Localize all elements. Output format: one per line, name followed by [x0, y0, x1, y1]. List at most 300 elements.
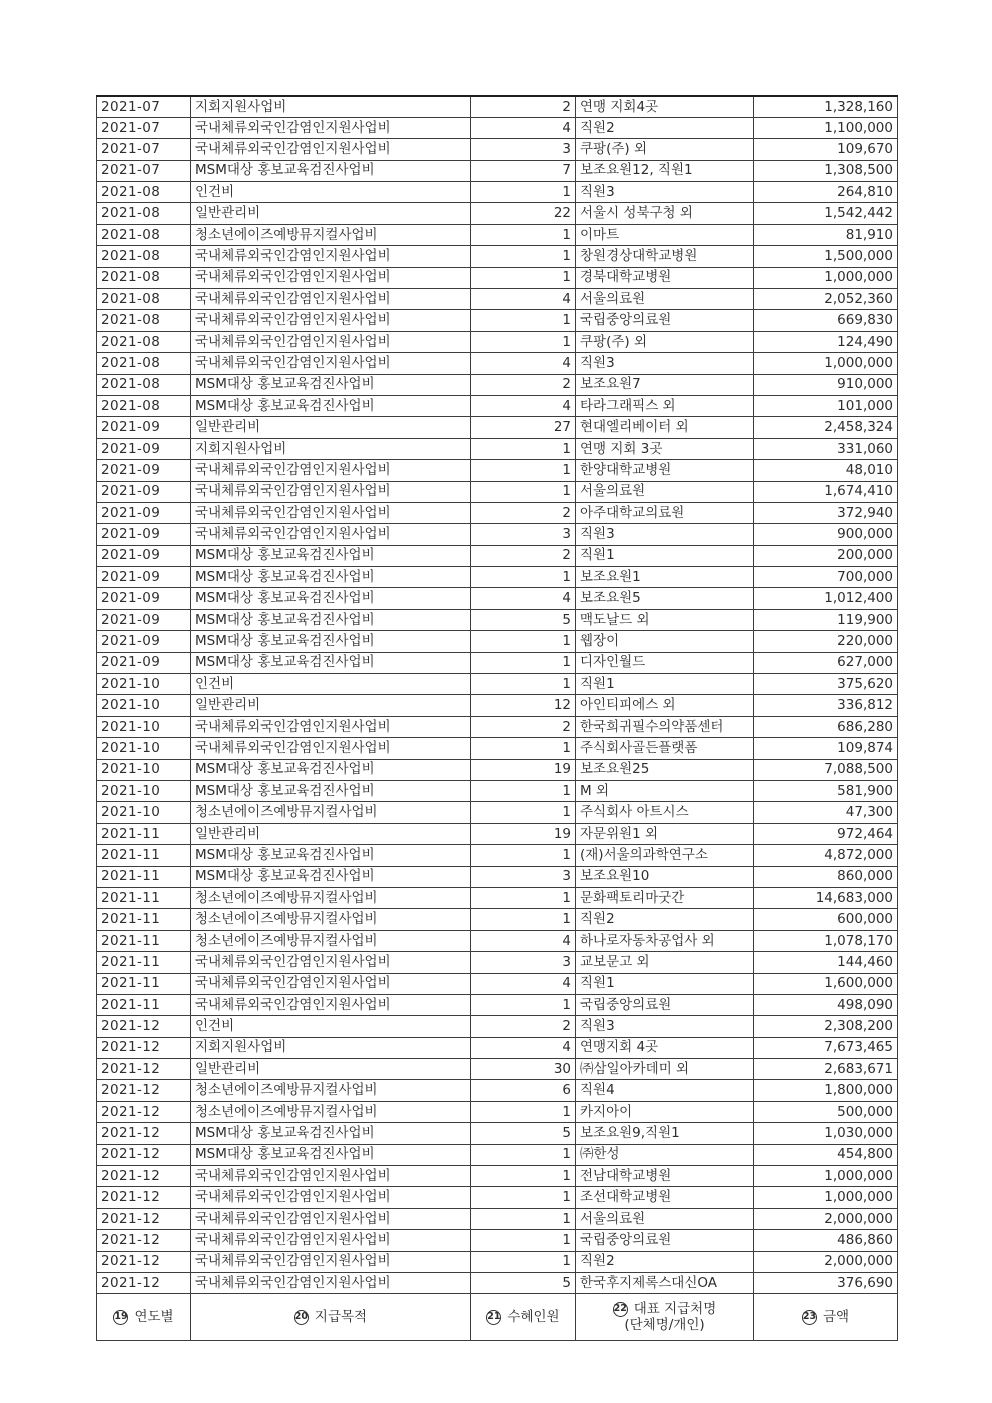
cell-purpose: 지회지원사업비 [191, 438, 471, 459]
table-row [97, 1080, 898, 1101]
cell-purpose: 국내체류외국인감염인지원사업비 [191, 973, 471, 994]
footer-label-payee: 대표 지급처명 [633, 1301, 717, 1318]
circled-number-22: 22 [613, 1302, 628, 1317]
cell-payee: 보조요원25 [576, 759, 754, 780]
cell-month: 2021-09 [97, 502, 191, 523]
cell-purpose: 청소년에이즈예방뮤지컬사업비 [191, 802, 471, 823]
cell-payee: 보조요원9,직원1 [576, 1123, 754, 1144]
table-row [97, 1101, 898, 1122]
cell-payee: 맥도날드 외 [576, 609, 754, 630]
cell-purpose: 국내체류외국인감염인지원사업비 [191, 246, 471, 267]
cell-amount: 47,300 [754, 802, 898, 823]
cell-month: 2021-08 [97, 310, 191, 331]
cell-count: 3 [471, 524, 576, 545]
cell-count: 1 [471, 1101, 576, 1122]
cell-purpose: 인건비 [191, 674, 471, 695]
table-row [97, 524, 898, 545]
cell-amount: 581,900 [754, 781, 898, 802]
cell-count: 1 [471, 460, 576, 481]
table-row [97, 802, 898, 823]
cell-payee: 연맹 지회4곳 [576, 96, 754, 117]
cell-month: 2021-11 [97, 994, 191, 1015]
table-row [97, 1123, 898, 1144]
cell-purpose: 국내체류외국인감염인지원사업비 [191, 502, 471, 523]
cell-payee: 쿠팡(주) 외 [576, 139, 754, 160]
table-row [97, 481, 898, 502]
cell-amount: 1,800,000 [754, 1080, 898, 1101]
cell-count: 1 [471, 224, 576, 245]
cell-payee: 보조요원12, 직원1 [576, 160, 754, 181]
cell-payee: 아인티피에스 외 [576, 695, 754, 716]
cell-payee: 직원3 [576, 353, 754, 374]
cell-count: 1 [471, 1144, 576, 1165]
cell-amount: 1,000,000 [754, 353, 898, 374]
table-row [97, 545, 898, 566]
cell-purpose: MSM대상 홍보교육검진사업비 [191, 1144, 471, 1165]
cell-month: 2021-08 [97, 224, 191, 245]
cell-purpose: MSM대상 홍보교육검진사업비 [191, 759, 471, 780]
cell-payee: M 외 [576, 781, 754, 802]
cell-payee: 연맹지회 4곳 [576, 1037, 754, 1058]
footer-col-payee [576, 1294, 754, 1341]
cell-amount: 1,328,160 [754, 96, 898, 117]
cell-month: 2021-10 [97, 781, 191, 802]
cell-month: 2021-12 [97, 1037, 191, 1058]
cell-amount: 1,012,400 [754, 588, 898, 609]
table-row [97, 1251, 898, 1272]
cell-count: 1 [471, 331, 576, 352]
cell-amount: 1,308,500 [754, 160, 898, 181]
cell-count: 2 [471, 96, 576, 117]
cell-amount: 101,000 [754, 395, 898, 416]
cell-amount: 7,673,465 [754, 1037, 898, 1058]
expense-table-container [96, 95, 897, 1341]
cell-payee: 연맹 지회 3곳 [576, 438, 754, 459]
cell-count: 1 [471, 845, 576, 866]
cell-purpose: 청소년에이즈예방뮤지컬사업비 [191, 1101, 471, 1122]
table-row [97, 567, 898, 588]
cell-count: 19 [471, 759, 576, 780]
table-row [97, 417, 898, 438]
cell-purpose: MSM대상 홍보교육검진사업비 [191, 652, 471, 673]
cell-amount: 860,000 [754, 866, 898, 887]
cell-amount: 2,052,360 [754, 289, 898, 310]
cell-purpose: 지회지원사업비 [191, 96, 471, 117]
cell-amount: 600,000 [754, 909, 898, 930]
cell-payee: 웹장이 [576, 631, 754, 652]
expense-ledger-table [96, 95, 898, 1341]
table-row [97, 930, 898, 951]
cell-count: 1 [471, 481, 576, 502]
table-row [97, 460, 898, 481]
cell-payee: 직원2 [576, 909, 754, 930]
footer-col-year [97, 1294, 191, 1341]
cell-count: 5 [471, 1123, 576, 1144]
cell-month: 2021-08 [97, 374, 191, 395]
cell-month: 2021-10 [97, 716, 191, 737]
cell-amount: 454,800 [754, 1144, 898, 1165]
cell-count: 1 [471, 1187, 576, 1208]
cell-purpose: 국내체류외국인감염인지원사업비 [191, 1187, 471, 1208]
cell-count: 1 [471, 994, 576, 1015]
cell-count: 4 [471, 353, 576, 374]
cell-month: 2021-09 [97, 567, 191, 588]
cell-payee: 보조요원1 [576, 567, 754, 588]
cell-month: 2021-11 [97, 887, 191, 908]
cell-purpose: MSM대상 홍보교육검진사업비 [191, 374, 471, 395]
cell-purpose: 국내체류외국인감염인지원사업비 [191, 353, 471, 374]
cell-count: 2 [471, 374, 576, 395]
cell-count: 1 [471, 182, 576, 203]
cell-amount: 375,620 [754, 674, 898, 695]
table-row [97, 759, 898, 780]
circled-number-23: 23 [802, 1310, 817, 1325]
circled-number-21: 21 [486, 1310, 501, 1325]
cell-payee: 하나로자동차공업사 외 [576, 930, 754, 951]
cell-count: 6 [471, 1080, 576, 1101]
cell-count: 1 [471, 781, 576, 802]
table-row [97, 289, 898, 310]
cell-month: 2021-12 [97, 1080, 191, 1101]
table-row [97, 845, 898, 866]
table-row [97, 716, 898, 737]
cell-payee: 문화팩토리마굿간 [576, 887, 754, 908]
cell-month: 2021-09 [97, 652, 191, 673]
cell-amount: 2,683,671 [754, 1059, 898, 1080]
table-row [97, 374, 898, 395]
cell-purpose: MSM대상 홍보교육검진사업비 [191, 631, 471, 652]
cell-month: 2021-09 [97, 588, 191, 609]
cell-count: 4 [471, 973, 576, 994]
cell-amount: 686,280 [754, 716, 898, 737]
cell-month: 2021-09 [97, 481, 191, 502]
cell-month: 2021-10 [97, 759, 191, 780]
cell-amount: 109,874 [754, 738, 898, 759]
table-row [97, 1059, 898, 1080]
cell-month: 2021-08 [97, 182, 191, 203]
cell-count: 19 [471, 823, 576, 844]
cell-purpose: 일반관리비 [191, 1059, 471, 1080]
cell-payee: ㈜삼일아카데미 외 [576, 1059, 754, 1080]
cell-purpose: 지회지원사업비 [191, 1037, 471, 1058]
cell-payee: 서울의료원 [576, 481, 754, 502]
cell-month: 2021-07 [97, 96, 191, 117]
cell-amount: 14,683,000 [754, 887, 898, 908]
table-row [97, 781, 898, 802]
cell-purpose: 국내체류외국인감염인지원사업비 [191, 117, 471, 138]
cell-count: 1 [471, 1230, 576, 1251]
cell-month: 2021-09 [97, 631, 191, 652]
table-row [97, 909, 898, 930]
cell-payee: 한양대학교병원 [576, 460, 754, 481]
table-body [97, 96, 898, 1294]
table-row [97, 695, 898, 716]
cell-month: 2021-12 [97, 1059, 191, 1080]
cell-count: 3 [471, 866, 576, 887]
cell-month: 2021-11 [97, 973, 191, 994]
cell-amount: 1,030,000 [754, 1123, 898, 1144]
cell-month: 2021-12 [97, 1123, 191, 1144]
cell-month: 2021-12 [97, 1101, 191, 1122]
cell-month: 2021-08 [97, 353, 191, 374]
footer-label-purpose: 지급목적 [314, 1308, 368, 1325]
table-row [97, 224, 898, 245]
cell-count: 4 [471, 117, 576, 138]
cell-payee: 국립중앙의료원 [576, 994, 754, 1015]
cell-payee: 창원경상대학교병원 [576, 246, 754, 267]
cell-payee: (재)서울의과학연구소 [576, 845, 754, 866]
cell-amount: 1,000,000 [754, 1166, 898, 1187]
cell-purpose: 청소년에이즈예방뮤지컬사업비 [191, 909, 471, 930]
table-row [97, 1230, 898, 1251]
cell-month: 2021-11 [97, 952, 191, 973]
cell-payee: 카지아이 [576, 1101, 754, 1122]
cell-payee: ㈜한성 [576, 1144, 754, 1165]
cell-payee: 경북대학교병원 [576, 267, 754, 288]
table-row [97, 674, 898, 695]
table-row [97, 973, 898, 994]
cell-payee: 직원3 [576, 182, 754, 203]
cell-payee: 직원2 [576, 117, 754, 138]
table-row [97, 1208, 898, 1229]
cell-purpose: 일반관리비 [191, 417, 471, 438]
cell-month: 2021-12 [97, 1187, 191, 1208]
cell-month: 2021-11 [97, 930, 191, 951]
cell-month: 2021-11 [97, 866, 191, 887]
cell-amount: 2,000,000 [754, 1251, 898, 1272]
table-row [97, 609, 898, 630]
cell-amount: 144,460 [754, 952, 898, 973]
cell-purpose: 일반관리비 [191, 203, 471, 224]
cell-month: 2021-07 [97, 139, 191, 160]
footer-col-beneficiaries [471, 1294, 576, 1341]
cell-amount: 500,000 [754, 1101, 898, 1122]
cell-month: 2021-10 [97, 695, 191, 716]
cell-amount: 1,500,000 [754, 246, 898, 267]
cell-payee: 교보문고 외 [576, 952, 754, 973]
cell-count: 4 [471, 588, 576, 609]
cell-amount: 336,812 [754, 695, 898, 716]
circled-number-19: 19 [113, 1310, 128, 1325]
cell-purpose: 국내체류외국인감염인지원사업비 [191, 952, 471, 973]
cell-amount: 1,000,000 [754, 1187, 898, 1208]
cell-count: 4 [471, 289, 576, 310]
cell-count: 2 [471, 545, 576, 566]
table-row [97, 1144, 898, 1165]
table-row [97, 502, 898, 523]
cell-payee: 한국후지제록스대신OA [576, 1272, 754, 1293]
cell-purpose: 국내체류외국인감염인지원사업비 [191, 460, 471, 481]
cell-month: 2021-09 [97, 460, 191, 481]
cell-purpose: 국내체류외국인감염인지원사업비 [191, 524, 471, 545]
cell-amount: 669,830 [754, 310, 898, 331]
table-row [97, 652, 898, 673]
cell-amount: 264,810 [754, 182, 898, 203]
table-row [97, 117, 898, 138]
cell-purpose: MSM대상 홍보교육검진사업비 [191, 588, 471, 609]
cell-purpose: 국내체류외국인감염인지원사업비 [191, 738, 471, 759]
table-row [97, 738, 898, 759]
cell-payee: 보조요원7 [576, 374, 754, 395]
cell-count: 22 [471, 203, 576, 224]
cell-month: 2021-08 [97, 267, 191, 288]
cell-amount: 910,000 [754, 374, 898, 395]
footer-label-amount: 금액 [822, 1308, 850, 1325]
cell-count: 5 [471, 609, 576, 630]
cell-purpose: 청소년에이즈예방뮤지컬사업비 [191, 887, 471, 908]
cell-payee: 주식회사 아트시스 [576, 802, 754, 823]
cell-purpose: 일반관리비 [191, 695, 471, 716]
cell-month: 2021-12 [97, 1144, 191, 1165]
cell-count: 1 [471, 909, 576, 930]
cell-amount: 119,900 [754, 609, 898, 630]
cell-count: 7 [471, 160, 576, 181]
cell-count: 1 [471, 567, 576, 588]
cell-month: 2021-09 [97, 524, 191, 545]
cell-month: 2021-08 [97, 395, 191, 416]
cell-payee: 자문위원1 외 [576, 823, 754, 844]
table-row [97, 887, 898, 908]
cell-month: 2021-12 [97, 1166, 191, 1187]
cell-amount: 972,464 [754, 823, 898, 844]
cell-amount: 1,078,170 [754, 930, 898, 951]
cell-payee: 서울시 성북구청 외 [576, 203, 754, 224]
cell-count: 4 [471, 1037, 576, 1058]
cell-payee: 한국희귀필수의약품센터 [576, 716, 754, 737]
table-row [97, 631, 898, 652]
cell-purpose: 인건비 [191, 1016, 471, 1037]
cell-amount: 2,308,200 [754, 1016, 898, 1037]
cell-month: 2021-12 [97, 1016, 191, 1037]
cell-payee: 쿠팡(주) 외 [576, 331, 754, 352]
cell-count: 1 [471, 310, 576, 331]
cell-month: 2021-07 [97, 160, 191, 181]
table-row [97, 823, 898, 844]
cell-purpose: 국내체류외국인감염인지원사업비 [191, 1251, 471, 1272]
table-row [97, 994, 898, 1015]
cell-count: 1 [471, 1251, 576, 1272]
cell-purpose: 인건비 [191, 182, 471, 203]
cell-amount: 124,490 [754, 331, 898, 352]
cell-amount: 109,670 [754, 139, 898, 160]
footer-col-amount [754, 1294, 898, 1341]
cell-payee: 보조요원5 [576, 588, 754, 609]
cell-purpose: MSM대상 홍보교육검진사업비 [191, 160, 471, 181]
cell-month: 2021-12 [97, 1230, 191, 1251]
cell-purpose: MSM대상 홍보교육검진사업비 [191, 866, 471, 887]
cell-month: 2021-09 [97, 545, 191, 566]
cell-count: 1 [471, 267, 576, 288]
cell-count: 1 [471, 631, 576, 652]
cell-month: 2021-08 [97, 203, 191, 224]
cell-purpose: 청소년에이즈예방뮤지컬사업비 [191, 1080, 471, 1101]
cell-count: 30 [471, 1059, 576, 1080]
cell-amount: 200,000 [754, 545, 898, 566]
cell-purpose: 일반관리비 [191, 823, 471, 844]
footer-label-beneficiaries: 수혜인원 [507, 1308, 560, 1325]
footer-label-year: 연도별 [134, 1308, 174, 1325]
cell-purpose: 국내체류외국인감염인지원사업비 [191, 994, 471, 1015]
cell-month: 2021-08 [97, 331, 191, 352]
cell-payee: 조선대학교병원 [576, 1187, 754, 1208]
cell-count: 4 [471, 930, 576, 951]
cell-count: 2 [471, 1016, 576, 1037]
cell-payee: 직원3 [576, 1016, 754, 1037]
cell-purpose: MSM대상 홍보교육검진사업비 [191, 395, 471, 416]
cell-count: 27 [471, 417, 576, 438]
cell-amount: 1,674,410 [754, 481, 898, 502]
cell-purpose: 국내체류외국인감염인지원사업비 [191, 1230, 471, 1251]
cell-month: 2021-09 [97, 417, 191, 438]
table-row [97, 588, 898, 609]
cell-count: 2 [471, 502, 576, 523]
table-row [97, 1272, 898, 1293]
cell-payee: 주식회사골든플랫폼 [576, 738, 754, 759]
cell-payee: 직원1 [576, 545, 754, 566]
cell-purpose: 국내체류외국인감염인지원사업비 [191, 1272, 471, 1293]
table-row [97, 952, 898, 973]
cell-amount: 900,000 [754, 524, 898, 545]
cell-purpose: 국내체류외국인감염인지원사업비 [191, 289, 471, 310]
cell-payee: 아주대학교의료원 [576, 502, 754, 523]
table-row [97, 246, 898, 267]
cell-month: 2021-10 [97, 674, 191, 695]
cell-amount: 1,000,000 [754, 267, 898, 288]
cell-amount: 627,000 [754, 652, 898, 673]
cell-purpose: 국내체류외국인감염인지원사업비 [191, 310, 471, 331]
cell-purpose: 국내체류외국인감염인지원사업비 [191, 1208, 471, 1229]
table-row [97, 139, 898, 160]
cell-month: 2021-11 [97, 845, 191, 866]
cell-purpose: 국내체류외국인감염인지원사업비 [191, 267, 471, 288]
cell-month: 2021-09 [97, 609, 191, 630]
cell-count: 1 [471, 652, 576, 673]
cell-count: 1 [471, 887, 576, 908]
cell-month: 2021-12 [97, 1208, 191, 1229]
table-row [97, 160, 898, 181]
cell-month: 2021-10 [97, 802, 191, 823]
cell-purpose: 국내체류외국인감염인지원사업비 [191, 331, 471, 352]
table-row [97, 267, 898, 288]
table-row [97, 395, 898, 416]
cell-payee: 타라그래픽스 외 [576, 395, 754, 416]
cell-payee: 전남대학교병원 [576, 1166, 754, 1187]
cell-count: 1 [471, 1208, 576, 1229]
cell-count: 4 [471, 395, 576, 416]
cell-purpose: 청소년에이즈예방뮤지컬사업비 [191, 224, 471, 245]
circled-number-20: 20 [294, 1310, 309, 1325]
cell-amount: 1,600,000 [754, 973, 898, 994]
cell-payee: 직원4 [576, 1080, 754, 1101]
cell-amount: 1,100,000 [754, 117, 898, 138]
cell-count: 1 [471, 1166, 576, 1187]
cell-amount: 376,690 [754, 1272, 898, 1293]
cell-purpose: 국내체류외국인감염인지원사업비 [191, 481, 471, 502]
cell-purpose: 국내체류외국인감염인지원사업비 [191, 139, 471, 160]
cell-amount: 498,090 [754, 994, 898, 1015]
table-row [97, 203, 898, 224]
cell-month: 2021-11 [97, 823, 191, 844]
table-row [97, 1166, 898, 1187]
footer-header-row [97, 1294, 898, 1341]
table-row [97, 438, 898, 459]
cell-amount: 7,088,500 [754, 759, 898, 780]
cell-payee: 직원1 [576, 674, 754, 695]
cell-payee: 서울의료원 [576, 1208, 754, 1229]
cell-amount: 220,000 [754, 631, 898, 652]
table-row [97, 1037, 898, 1058]
table-row [97, 1016, 898, 1037]
